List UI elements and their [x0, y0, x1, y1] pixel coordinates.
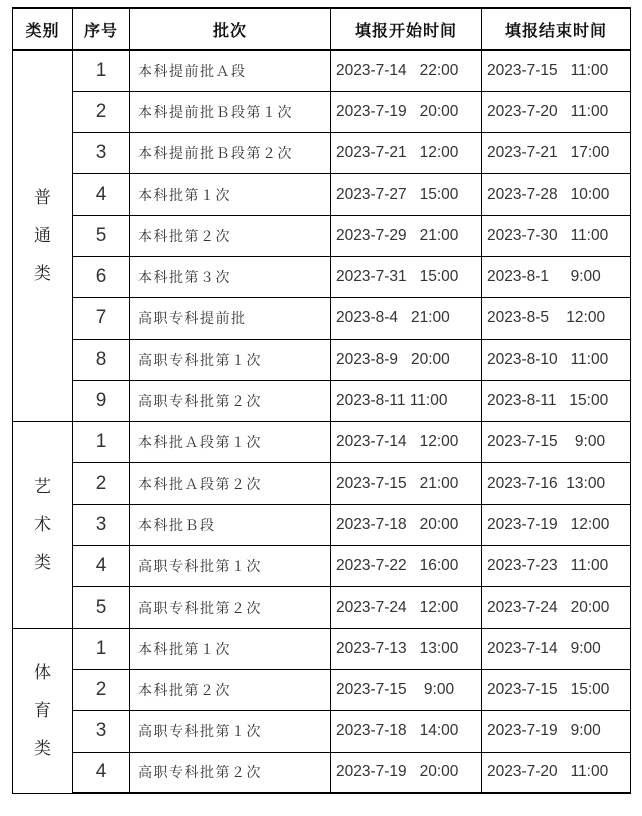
- start-time-cell: 2023-7-15 9:00: [331, 669, 482, 710]
- table-row: [13, 339, 631, 380]
- batch-cell: 本科批Ｂ段: [130, 504, 331, 545]
- seq-cell: 5: [73, 215, 130, 256]
- start-time-cell: 2023-7-22 16:00: [331, 546, 482, 587]
- seq-cell: 6: [73, 256, 130, 297]
- end-time-cell: 2023-7-16 13:00: [482, 463, 631, 504]
- table-row: [13, 546, 631, 587]
- seq-cell: 4: [73, 546, 130, 587]
- table-row: [13, 463, 631, 504]
- header-start-time: 填报开始时间: [331, 8, 482, 50]
- end-time-cell: 2023-7-15 9:00: [482, 422, 631, 463]
- end-time-cell: 2023-7-15 15:00: [482, 669, 631, 710]
- batch-cell: 本科提前批Ａ段: [130, 50, 331, 91]
- table-row: [13, 380, 631, 421]
- start-time-cell: 2023-7-15 21:00: [331, 463, 482, 504]
- seq-cell: 4: [73, 174, 130, 215]
- start-time-cell: 2023-8-4 21:00: [331, 298, 482, 339]
- batch-cell: 本科批Ａ段第２次: [130, 463, 331, 504]
- header-seq: 序号: [73, 8, 130, 50]
- batch-cell: 高职专科批第２次: [130, 752, 331, 793]
- start-time-cell: 2023-7-14 12:00: [331, 422, 482, 463]
- batch-cell: 高职专科批第１次: [130, 711, 331, 752]
- seq-cell: 2: [73, 463, 130, 504]
- batch-cell: 本科批第３次: [130, 256, 331, 297]
- batch-cell: 本科批第２次: [130, 669, 331, 710]
- batch-cell: 本科提前批Ｂ段第１次: [130, 91, 331, 132]
- end-time-cell: 2023-7-30 11:00: [482, 215, 631, 256]
- table-body: [13, 50, 631, 793]
- start-time-cell: 2023-7-31 15:00: [331, 256, 482, 297]
- seq-cell: 2: [73, 669, 130, 710]
- table-row: [13, 256, 631, 297]
- end-time-cell: 2023-7-15 11:00: [482, 50, 631, 91]
- category-cell: [13, 50, 73, 422]
- start-time-cell: 2023-8-11 11:00: [331, 380, 482, 421]
- table-header-row: [13, 8, 631, 50]
- seq-cell: 1: [73, 422, 130, 463]
- admission-schedule-table: [12, 7, 631, 794]
- table-row: [13, 50, 631, 91]
- batch-cell: 高职专科提前批: [130, 298, 331, 339]
- batch-cell: 高职专科批第２次: [130, 380, 331, 421]
- start-time-cell: 2023-7-14 22:00: [331, 50, 482, 91]
- start-time-cell: 2023-7-24 12:00: [331, 587, 482, 628]
- start-time-cell: 2023-7-19 20:00: [331, 752, 482, 793]
- batch-cell: 本科批Ａ段第１次: [130, 422, 331, 463]
- end-time-cell: 2023-7-21 17:00: [482, 133, 631, 174]
- batch-cell: 高职专科批第１次: [130, 339, 331, 380]
- start-time-cell: 2023-7-19 20:00: [331, 91, 482, 132]
- seq-cell: 4: [73, 752, 130, 793]
- table-row: [13, 298, 631, 339]
- table-row: [13, 174, 631, 215]
- start-time-cell: 2023-7-18 14:00: [331, 711, 482, 752]
- table-row: [13, 587, 631, 628]
- category-cell: [13, 628, 73, 793]
- seq-cell: 3: [73, 711, 130, 752]
- batch-cell: 本科批第１次: [130, 628, 331, 669]
- category-label: 普通类: [34, 188, 51, 285]
- table-row: [13, 669, 631, 710]
- end-time-cell: 2023-7-24 20:00: [482, 587, 631, 628]
- header-batch: 批次: [130, 8, 331, 50]
- end-time-cell: 2023-7-23 11:00: [482, 546, 631, 587]
- seq-cell: 8: [73, 339, 130, 380]
- batch-cell: 高职专科批第２次: [130, 587, 331, 628]
- batch-cell: 本科提前批Ｂ段第２次: [130, 133, 331, 174]
- table-row: [13, 91, 631, 132]
- seq-cell: 9: [73, 380, 130, 421]
- category-label: 艺术类: [34, 476, 51, 573]
- start-time-cell: 2023-8-9 20:00: [331, 339, 482, 380]
- seq-cell: 3: [73, 133, 130, 174]
- end-time-cell: 2023-8-1 9:00: [482, 256, 631, 297]
- table-row: [13, 133, 631, 174]
- table-row: [13, 752, 631, 793]
- header-category: 类别: [13, 8, 73, 50]
- end-time-cell: 2023-7-19 9:00: [482, 711, 631, 752]
- start-time-cell: 2023-7-18 20:00: [331, 504, 482, 545]
- end-time-cell: 2023-7-28 10:00: [482, 174, 631, 215]
- seq-cell: 5: [73, 587, 130, 628]
- table-row: [13, 628, 631, 669]
- seq-cell: 3: [73, 504, 130, 545]
- end-time-cell: 2023-8-5 12:00: [482, 298, 631, 339]
- batch-cell: 本科批第１次: [130, 174, 331, 215]
- end-time-cell: 2023-7-19 12:00: [482, 504, 631, 545]
- table-row: [13, 504, 631, 545]
- end-time-cell: 2023-8-10 11:00: [482, 339, 631, 380]
- start-time-cell: 2023-7-29 21:00: [331, 215, 482, 256]
- seq-cell: 7: [73, 298, 130, 339]
- end-time-cell: 2023-7-20 11:00: [482, 91, 631, 132]
- start-time-cell: 2023-7-13 13:00: [331, 628, 482, 669]
- batch-cell: 本科批第２次: [130, 215, 331, 256]
- seq-cell: 2: [73, 91, 130, 132]
- header-end-time: 填报结束时间: [482, 8, 631, 50]
- table-row: [13, 422, 631, 463]
- table-row: [13, 215, 631, 256]
- start-time-cell: 2023-7-27 15:00: [331, 174, 482, 215]
- seq-cell: 1: [73, 50, 130, 91]
- table-row: [13, 711, 631, 752]
- category-label: 体育类: [34, 662, 51, 759]
- seq-cell: 1: [73, 628, 130, 669]
- end-time-cell: 2023-7-14 9:00: [482, 628, 631, 669]
- start-time-cell: 2023-7-21 12:00: [331, 133, 482, 174]
- end-time-cell: 2023-8-11 15:00: [482, 380, 631, 421]
- category-cell: [13, 422, 73, 628]
- end-time-cell: 2023-7-20 11:00: [482, 752, 631, 793]
- batch-cell: 高职专科批第１次: [130, 546, 331, 587]
